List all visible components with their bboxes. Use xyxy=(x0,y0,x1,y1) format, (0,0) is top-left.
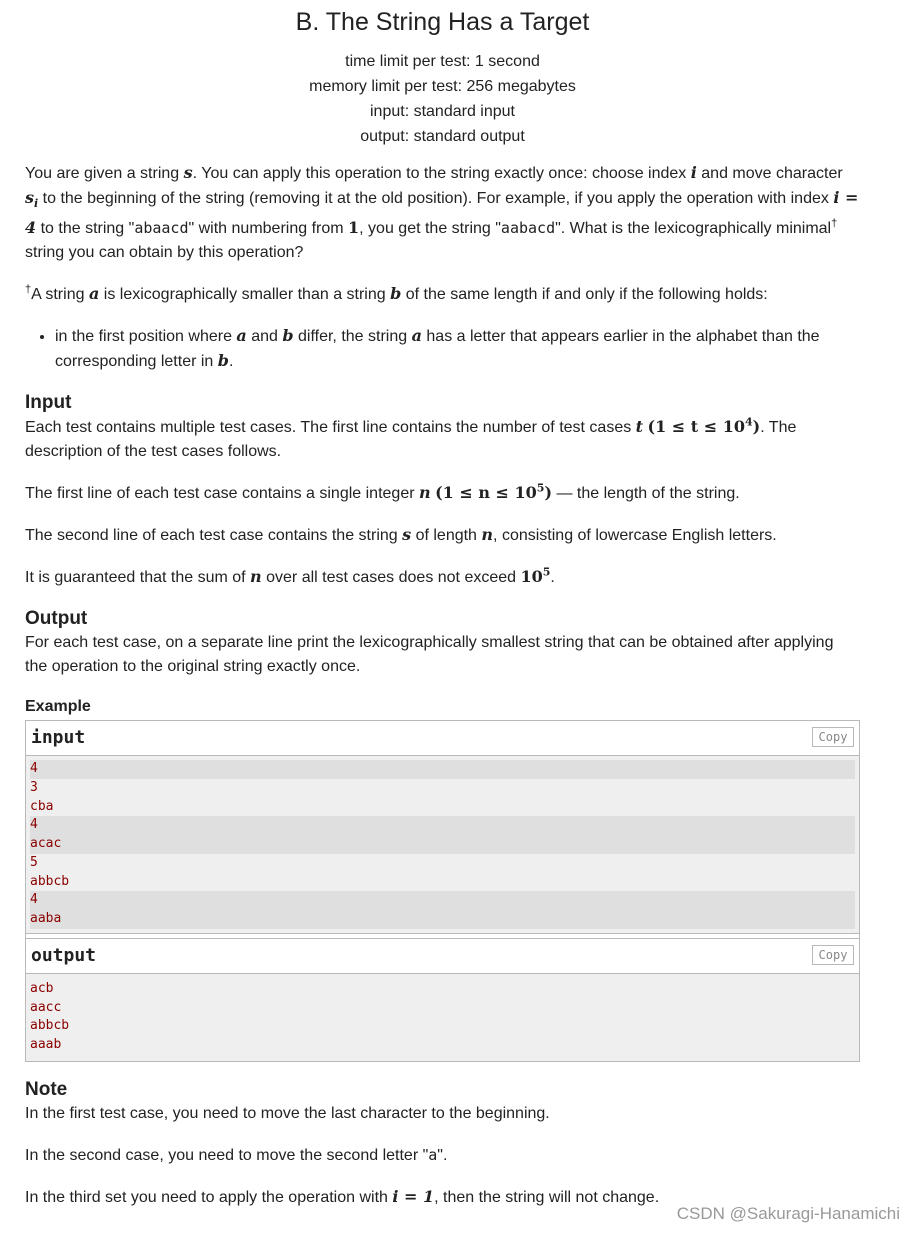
output-section xyxy=(25,607,860,679)
example-section xyxy=(25,696,860,1062)
math-a: a xyxy=(236,326,247,346)
text: differ, the string xyxy=(293,328,412,346)
output-paragraph: For each test case, on a separate line print the lexicographically smallest string that can be obtained after applying the operation to the original string exactly once. xyxy=(25,634,834,676)
sample-input-line: acac xyxy=(30,835,855,854)
text: You are given a string xyxy=(25,165,184,182)
math-t-range xyxy=(648,417,761,436)
watermark: CSDN @Sakuragi-Hanamichi xyxy=(676,1204,900,1223)
math-ten-pow xyxy=(520,567,550,586)
dagger-mark: † xyxy=(25,283,32,296)
problem-page xyxy=(25,0,860,1227)
text: string you can obtain by this operation? xyxy=(25,244,304,262)
sample-input-line: 4 xyxy=(30,760,855,779)
text: In the second case, you need to move the second letter " xyxy=(25,1146,429,1164)
text: over all test cases does not exceed xyxy=(261,569,521,587)
sample-output-label: output xyxy=(31,944,97,966)
input-paragraph xyxy=(25,415,860,464)
math-n: n xyxy=(419,483,431,503)
text: ". What is the lexicographically minimal xyxy=(555,220,832,238)
math-t: t xyxy=(635,417,644,437)
text: . xyxy=(228,353,234,371)
sample-input-line: 4 xyxy=(30,816,855,835)
text: ". xyxy=(437,1146,448,1164)
output-spec: output: standard output xyxy=(360,128,525,145)
footnote-bullet xyxy=(55,324,860,374)
math-i-sub: i xyxy=(34,197,39,211)
math-ten-base: 10 xyxy=(520,567,543,587)
math-a: a xyxy=(88,284,100,304)
text: of the same length if and only if the following holds: xyxy=(401,286,768,304)
note-section xyxy=(25,1078,860,1210)
math-b: b xyxy=(390,284,402,304)
text: A string xyxy=(31,286,89,304)
note-letter: a xyxy=(428,1145,438,1164)
text: Each test contains multiple test cases. The first line contains the number of test cases xyxy=(25,419,636,437)
math-s-i xyxy=(25,188,39,211)
math-t-range-base: (1 ≤ t ≤ 10 xyxy=(647,417,745,437)
sample-input-label: input xyxy=(31,727,86,749)
sample-output-body xyxy=(26,974,859,1061)
sample-input-line: cba xyxy=(30,798,54,814)
text: The second line of each test case contains the string xyxy=(25,527,403,545)
result-string: aabacd xyxy=(500,219,556,238)
text: has a letter that appears earlier in the alphabet than the corresponding letter in xyxy=(55,328,820,371)
math-i: i xyxy=(690,163,697,182)
note-paragraph: In the first test case, you need to move the last character to the beginning. xyxy=(25,1104,550,1122)
sample-output-header xyxy=(26,938,859,974)
sample-output-line: aaab xyxy=(30,1037,62,1053)
math-i-eq-1: i = 1 xyxy=(392,1186,435,1206)
text: . The description of the test cases follows. xyxy=(25,419,797,461)
sample-output-line: aacc xyxy=(30,999,62,1015)
math-ten-exp: 5 xyxy=(542,565,551,579)
note-title: Note xyxy=(25,1078,68,1100)
math-b: b xyxy=(217,351,229,371)
math-n-range-exp: 5 xyxy=(536,481,545,495)
output-title: Output xyxy=(25,608,88,630)
dagger-mark: † xyxy=(831,217,838,230)
text: , then the string will not change. xyxy=(434,1188,660,1206)
sample-input-line: 4 xyxy=(30,891,855,910)
sample-input-header xyxy=(26,721,859,756)
text: to the string " xyxy=(36,220,135,238)
input-section xyxy=(25,391,860,590)
text: in the first position where xyxy=(55,328,237,346)
copy-output-button[interactable]: Copy xyxy=(812,945,854,965)
math-s-base: s xyxy=(25,188,35,207)
problem-title: B. The String Has a Target xyxy=(295,8,590,36)
math-n-range-close: ) xyxy=(544,483,553,503)
text: In the third set you need to apply the operation with xyxy=(25,1188,393,1206)
input-paragraph xyxy=(25,565,860,590)
sample-divider xyxy=(26,933,859,934)
text: . xyxy=(550,569,555,587)
math-n: n xyxy=(250,567,262,587)
sample-input-body xyxy=(26,756,859,933)
text: , consisting of lowercase English letters. xyxy=(493,527,777,545)
text: is lexicographically smaller than a string xyxy=(99,286,391,304)
sample-input-line: 5 xyxy=(30,854,38,870)
problem-statement xyxy=(25,161,860,374)
sample-input-line: 3 xyxy=(30,779,38,795)
input-spec: input: standard input xyxy=(370,103,515,120)
text: and xyxy=(246,328,283,346)
sample-input-line: aaba xyxy=(30,910,855,929)
text: " with numbering from xyxy=(188,220,349,238)
copy-input-button[interactable]: Copy xyxy=(812,727,854,747)
math-t-range-close: ) xyxy=(752,417,761,437)
time-limit: time limit per test: 1 second xyxy=(345,53,540,70)
math-n-range xyxy=(435,483,552,502)
math-a: a xyxy=(411,326,422,346)
note-paragraph xyxy=(25,1143,860,1168)
memory-limit: memory limit per test: 256 megabytes xyxy=(309,78,576,95)
input-paragraph xyxy=(25,523,860,548)
math-b: b xyxy=(282,326,294,346)
statement-paragraph xyxy=(25,161,860,265)
sample-output-line: acb xyxy=(30,980,54,996)
text: to the beginning of the string (removing it at the old position). For example, if you apply the operation with index xyxy=(38,190,834,207)
text: The first line of each test case contains a single integer xyxy=(25,485,419,503)
text: of length xyxy=(411,527,482,545)
footnote xyxy=(25,282,860,307)
text: , you get the string " xyxy=(359,220,501,238)
text: . You can apply this operation to the string exactly once: choose index xyxy=(192,165,691,182)
example-title: Example xyxy=(25,698,91,716)
footnote-list xyxy=(25,324,860,374)
math-s: s xyxy=(402,525,412,545)
math-n-range-base: (1 ≤ n ≤ 10 xyxy=(435,483,537,503)
text: and move character xyxy=(696,165,843,182)
problem-limits xyxy=(25,49,860,149)
math-s: s xyxy=(183,163,193,182)
input-paragraph xyxy=(25,481,860,506)
math-i-eq-4: i = 4 xyxy=(25,188,859,238)
math-t-range-exp: 4 xyxy=(744,415,753,429)
sample-test xyxy=(25,720,860,1062)
text: — the length of the string. xyxy=(552,485,740,503)
text: It is guaranteed that the sum of xyxy=(25,569,251,587)
example-string: abaacd xyxy=(134,219,189,238)
sample-output-line: abbcb xyxy=(30,1018,70,1034)
math-n: n xyxy=(481,525,494,545)
sample-input-line: abbcb xyxy=(30,873,70,889)
math-one: 1 xyxy=(348,218,360,238)
input-title: Input xyxy=(25,392,72,414)
